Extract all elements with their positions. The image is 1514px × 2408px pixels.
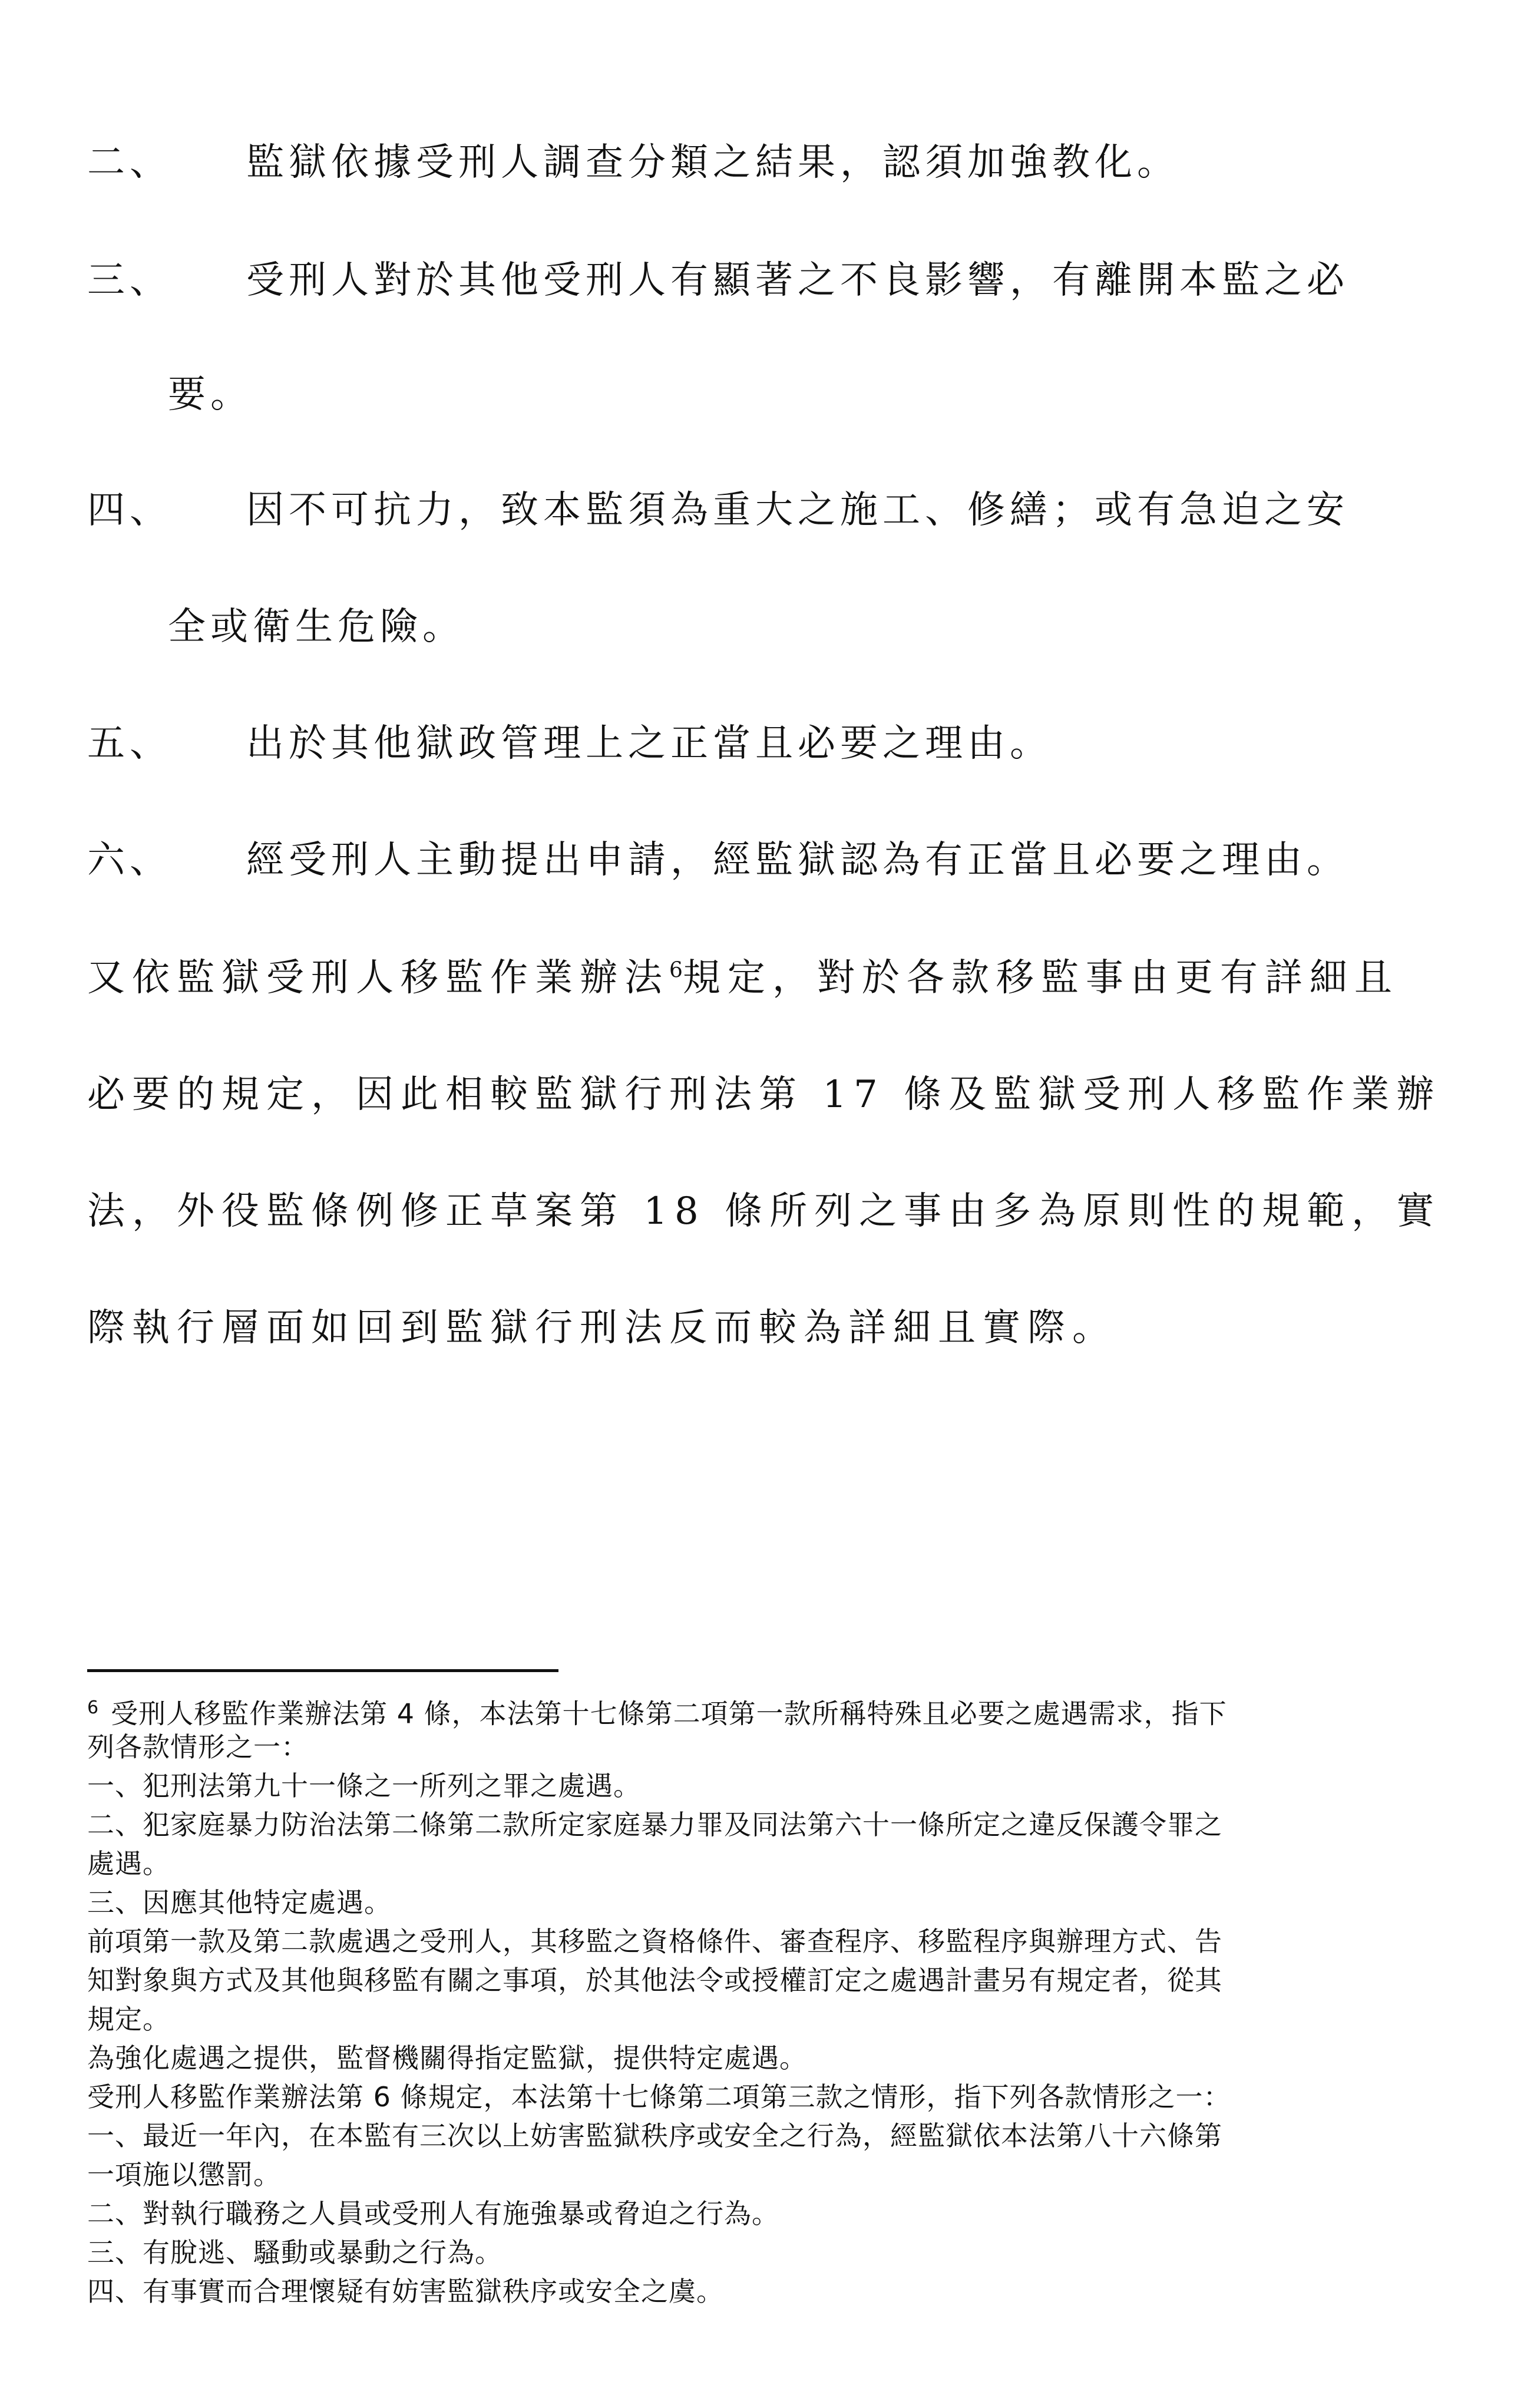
item-6 bbox=[87, 837, 1430, 884]
footnote-line: 二、犯家庭暴力防治法第二條第二款所定家庭暴力罪及同法第六十一條所定之違反保護令罪之 bbox=[87, 1809, 1222, 1841]
footnote-mark: 6 bbox=[87, 1697, 100, 1718]
footnote-line: 一、犯刑法第九十一條之一所列之罪之處遇。 bbox=[87, 1770, 641, 1802]
footnote-line: 三、因應其他特定處遇。 bbox=[87, 1887, 392, 1918]
item-number: 四、 bbox=[87, 488, 172, 532]
item-number: 六、 bbox=[87, 838, 172, 882]
item-number: 三、 bbox=[87, 259, 172, 302]
footnote-line: 知對象與方式及其他與移監有關之事項，於其他法令或授權訂定之處遇計畫另有規定者，從其 bbox=[87, 1964, 1222, 1996]
item-text: 出於其他獄政管理上之正當且必要之理由。 bbox=[246, 722, 1052, 765]
footnote-line: 規定。 bbox=[87, 2003, 170, 2035]
item-number: 二、 bbox=[87, 141, 172, 184]
footnote-reference: 6 bbox=[669, 958, 683, 983]
paragraph-text: 際執行層面如回到監獄行刑法反而較為詳細且實際。 bbox=[87, 1306, 1117, 1350]
footnote-line: 列各款情形之一： bbox=[87, 1731, 309, 1763]
paragraph-text: 又依監獄受刑人移監作業辦法 bbox=[87, 956, 669, 1000]
item-2 bbox=[87, 139, 1430, 186]
footnote-text: 受刑人移監作業辦法第 4 條，本法第十七條第二項第一款所稱特殊且必要之處遇需求，指下 bbox=[111, 1697, 1227, 1730]
footnote-line: 受刑人移監作業辦法第 6 條規定，本法第十七條第二項第三款之情形，指下列各款情形之一： bbox=[87, 2081, 1231, 2113]
item-text: 經受刑人主動提出申請，經監獄認為有正當且必要之理由。 bbox=[246, 838, 1349, 882]
paragraph-line-1 bbox=[87, 954, 1430, 1002]
footnote-separator bbox=[87, 1669, 558, 1672]
footnote-line: 一項施以懲罰。 bbox=[87, 2159, 281, 2191]
paragraph-text: 規定，對於各款移監事由更有詳細且 bbox=[682, 956, 1399, 1000]
item-4-continuation bbox=[87, 603, 1430, 650]
footnote-line: 處遇。 bbox=[87, 1848, 170, 1880]
footnote-line: 前項第一款及第二款處遇之受刑人，其移監之資格條件、審查程序、移監程序與辦理方式、告 bbox=[87, 1925, 1222, 1957]
paragraph-line-4 bbox=[87, 1304, 1430, 1352]
footnote-line bbox=[87, 1689, 1442, 1730]
paragraph-line-3 bbox=[87, 1188, 1442, 1235]
item-text-continuation: 要。 bbox=[168, 373, 253, 417]
paragraph-text: 必要的規定，因此相較監獄行刑法第 17 條及監獄受刑人移監作業辦 bbox=[87, 1073, 1442, 1117]
item-5 bbox=[87, 720, 1430, 767]
footnote-line: 二、對執行職務之人員或受刑人有施強暴或脅迫之行為。 bbox=[87, 2198, 779, 2229]
footnote-line: 為強化處遇之提供，監督機關得指定監獄，提供特定處遇。 bbox=[87, 2042, 807, 2074]
paragraph-line-2 bbox=[87, 1071, 1442, 1118]
footnote-line: 四、有事實而合理懷疑有妨害監獄秩序或安全之虞。 bbox=[87, 2275, 724, 2307]
item-text: 受刑人對於其他受刑人有顯著之不良影響，有離開本監之必 bbox=[246, 259, 1349, 302]
item-3 bbox=[87, 257, 1430, 304]
paragraph-text: 法，外役監條例修正草案第 18 條所列之事由多為原則性的規範，實 bbox=[87, 1190, 1442, 1233]
item-number: 五、 bbox=[87, 722, 172, 765]
item-4 bbox=[87, 487, 1430, 534]
item-text-continuation: 全或衛生危險。 bbox=[168, 605, 465, 649]
item-text: 因不可抗力，致本監須為重大之施工、修繕；或有急迫之安 bbox=[246, 488, 1349, 532]
item-3-continuation bbox=[87, 371, 1430, 418]
item-text: 監獄依據受刑人調查分類之結果，認須加強教化。 bbox=[246, 141, 1179, 184]
footnote-line: 三、有脫逃、騷動或暴動之行為。 bbox=[87, 2237, 503, 2268]
footnote-line: 一、最近一年內，在本監有三次以上妨害監獄秩序或安全之行為，經監獄依本法第八十六條第 bbox=[87, 2120, 1222, 2152]
